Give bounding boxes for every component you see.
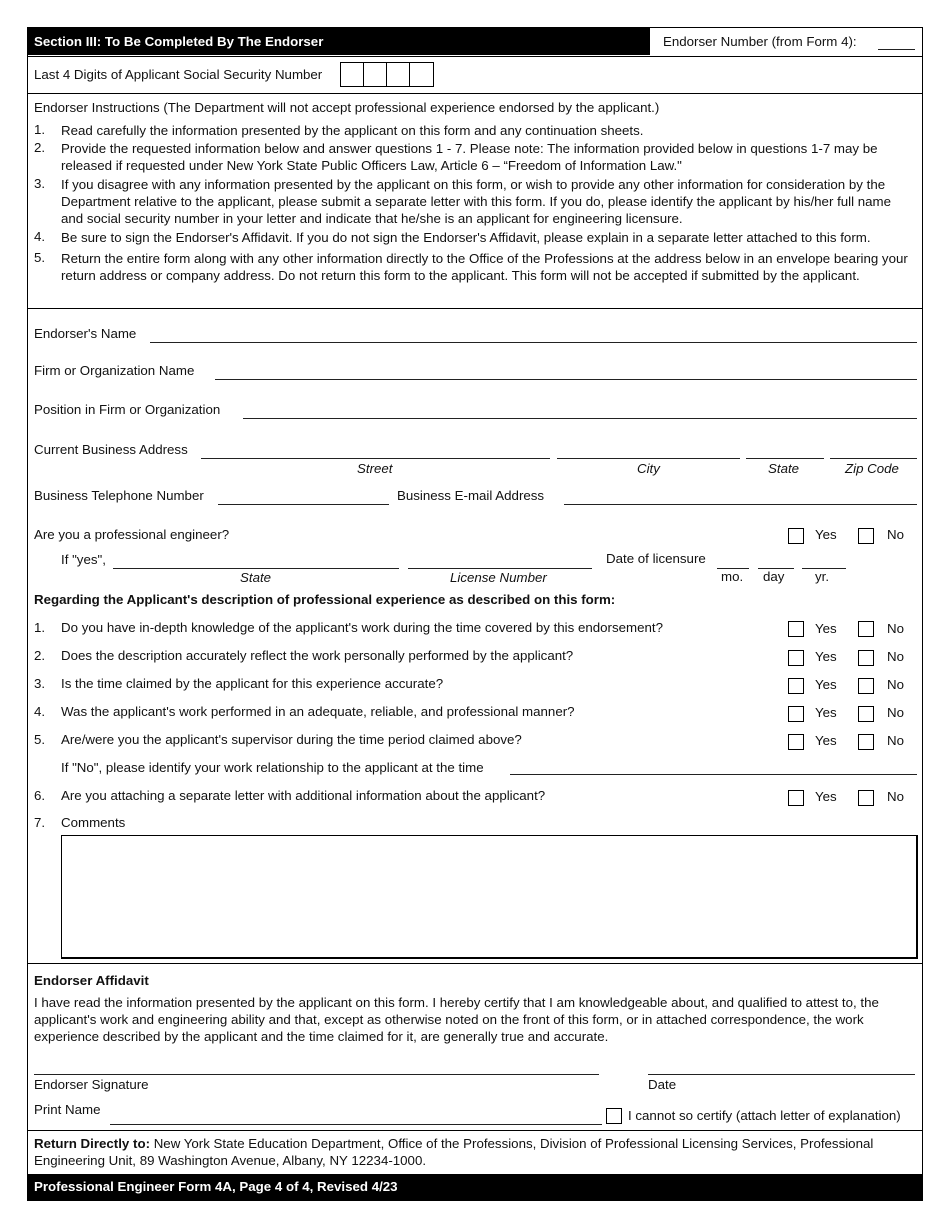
zip-field[interactable] — [830, 458, 917, 459]
street-field[interactable] — [201, 458, 550, 459]
year-caption: yr. — [815, 569, 830, 584]
question-number: 7. — [34, 815, 46, 830]
endorser-name-label: Endorser's Name — [34, 326, 137, 341]
zip-caption: Zip Code — [845, 461, 899, 476]
date-of-licensure-label: Date of licensure — [606, 551, 706, 566]
ssn-label: Last 4 Digits of Applicant Social Security Number — [34, 67, 323, 82]
date-field[interactable] — [648, 1074, 915, 1075]
question-number: 5. — [34, 732, 46, 747]
phone-label: Business Telephone Number — [34, 488, 204, 503]
q4-yes-checkbox[interactable] — [788, 706, 804, 722]
question-number: 1. — [34, 620, 46, 635]
yes-label: Yes — [815, 677, 837, 692]
position-field[interactable] — [243, 418, 917, 419]
position-label: Position in Firm or Organization — [34, 402, 221, 417]
if-yes-label: If "yes", — [61, 552, 106, 567]
print-name-field[interactable] — [110, 1124, 602, 1125]
cannot-certify-checkbox[interactable] — [606, 1108, 622, 1124]
date-label: Date — [648, 1077, 677, 1092]
print-name-label: Print Name — [34, 1102, 101, 1117]
pe-no-checkbox[interactable] — [858, 528, 874, 544]
instruction-number: 4. — [34, 229, 46, 244]
instruction-text: Be sure to sign the Endorser's Affidavit. If you do not sign the Endorser's Affidavit, please explain in a separate letter attached to this form. — [61, 230, 871, 245]
q2-no-checkbox[interactable] — [858, 650, 874, 666]
question-number: 6. — [34, 788, 46, 803]
endorser-number-field[interactable] — [878, 49, 915, 50]
comments-box[interactable] — [61, 835, 918, 959]
license-state-caption: State — [240, 570, 272, 585]
work-relationship-field[interactable] — [510, 774, 917, 775]
instruction-text: Return the entire form along with any other information directly to the Office of the Professions at the address below in an envelope bearing your return address or company address. Do not return this form to the applicant. This form will not be accepted if submitted by the applicant. — [61, 251, 908, 283]
yes-label: Yes — [815, 621, 837, 636]
divider — [27, 963, 922, 964]
instruction-text: Read carefully the information presented by the applicant on this form and any continuation sheets. — [61, 123, 644, 138]
phone-field[interactable] — [218, 504, 389, 505]
question-number: 3. — [34, 676, 46, 691]
pe-question: Are you a professional engineer? — [34, 527, 230, 542]
instruction-number: 1. — [34, 122, 46, 137]
no-label: No — [887, 621, 904, 636]
state-field[interactable] — [746, 458, 824, 459]
state-caption: State — [768, 461, 800, 476]
instruction-number: 3. — [34, 176, 46, 191]
license-number-field[interactable] — [408, 568, 592, 569]
firm-name-label: Firm or Organization Name — [34, 363, 195, 378]
q6-no-checkbox[interactable] — [858, 790, 874, 806]
affidavit-title: Endorser Affidavit — [34, 973, 149, 988]
ssn-box-divider — [363, 63, 364, 86]
yes-label: Yes — [815, 705, 837, 720]
divider — [27, 1130, 922, 1131]
question-number: 2. — [34, 648, 46, 663]
divider — [27, 308, 922, 309]
q5-no-checkbox[interactable] — [858, 734, 874, 750]
license-state-field[interactable] — [113, 568, 399, 569]
affidavit-text: I have read the information presented by the applicant on this form. I hereby certify that I am knowledgeable about, and qualified to attest to, the applicant's work and engineering ability and that, except as otherwise noted on the front of this form, or in attached correspondence, the work experience described by the applicant and the time claimed for it, are generally true and accurate. — [34, 995, 879, 1044]
endorser-number-label: Endorser Number (from Form 4): — [663, 34, 857, 49]
divider — [27, 56, 922, 57]
street-caption: Street — [357, 461, 393, 476]
ssn-digit-boxes[interactable] — [340, 62, 434, 87]
question-text: Are/were you the applicant's supervisor during the time period claimed above? — [61, 732, 522, 747]
questions-heading: Regarding the Applicant's description of professional experience as described on this form: — [34, 592, 616, 607]
section-header — [28, 28, 650, 55]
yes-label: Yes — [815, 733, 837, 748]
email-field[interactable] — [564, 504, 917, 505]
footer-text: Professional Engineer Form 4A, Page 4 of 4, Revised 4/23 — [34, 1179, 398, 1194]
q3-no-checkbox[interactable] — [858, 678, 874, 694]
comments-label: Comments — [61, 815, 126, 830]
firm-name-field[interactable] — [215, 379, 917, 380]
q2-yes-checkbox[interactable] — [788, 650, 804, 666]
yes-label: Yes — [815, 649, 837, 664]
q1-no-checkbox[interactable] — [858, 621, 874, 637]
question-text: Does the description accurately reflect the work personally performed by the applicant? — [61, 648, 574, 663]
pe-yes-checkbox[interactable] — [788, 528, 804, 544]
city-field[interactable] — [557, 458, 740, 459]
q1-yes-checkbox[interactable] — [788, 621, 804, 637]
month-caption: mo. — [721, 569, 744, 584]
form-left-border — [27, 27, 28, 1201]
question-text: Are you attaching a separate letter with additional information about the applicant? — [61, 788, 546, 803]
q6-yes-checkbox[interactable] — [788, 790, 804, 806]
question-text: Is the time claimed by the applicant for this experience accurate? — [61, 676, 444, 691]
q5-followup-label: If "No", please identify your work relationship to the applicant at the time — [61, 760, 484, 775]
signature-label: Endorser Signature — [34, 1077, 149, 1092]
address-label: Current Business Address — [34, 442, 188, 457]
no-label: No — [887, 705, 904, 720]
instructions-title: Endorser Instructions (The Department will not accept professional experience endorsed by the applicant.) — [34, 100, 660, 115]
ssn-box-divider — [386, 63, 387, 86]
instruction-number: 5. — [34, 250, 46, 265]
yes-label: Yes — [815, 527, 837, 542]
day-caption: day — [763, 569, 785, 584]
q4-no-checkbox[interactable] — [858, 706, 874, 722]
no-label: No — [887, 677, 904, 692]
question-text: Was the applicant's work performed in an adequate, reliable, and professional manner? — [61, 704, 575, 719]
city-caption: City — [637, 461, 660, 476]
instruction-text: Provide the requested information below and answer questions 1 - 7. Please note: The information provided below in questions 1-7 may be released if requested under New York State Public Officers Law, Article 6 – “Freedom of Information Law." — [61, 141, 878, 173]
question-number: 4. — [34, 704, 46, 719]
cannot-certify-label: I cannot so certify (attach letter of explanation) — [628, 1108, 901, 1123]
q3-yes-checkbox[interactable] — [788, 678, 804, 694]
no-label: No — [887, 733, 904, 748]
question-text: Do you have in-depth knowledge of the applicant's work during the time covered by this endorsement? — [61, 620, 663, 635]
endorser-name-field[interactable] — [150, 342, 917, 343]
ssn-box-divider — [409, 63, 410, 86]
instruction-text: If you disagree with any information presented by the applicant on this form, or wish to provide any other information for consideration by the Department relative to the applicant, please submit a separate letter with this form. If you do, please identify the applicant by his/her full name and social security number in your letter and indicate that he/she is an applicant for engineering licensure. — [61, 177, 892, 226]
section-title: Section III: To Be Completed By The Endorser — [34, 34, 324, 49]
return-label: Return Directly to: — [34, 1136, 150, 1151]
yes-label: Yes — [815, 789, 837, 804]
signature-field[interactable] — [34, 1074, 599, 1075]
divider — [27, 93, 922, 94]
license-number-caption: License Number — [450, 570, 547, 585]
no-label: No — [887, 527, 904, 542]
return-address — [34, 1135, 920, 1169]
no-label: No — [887, 789, 904, 804]
instruction-number: 2. — [34, 140, 46, 155]
footer-bar — [28, 1174, 923, 1201]
q5-yes-checkbox[interactable] — [788, 734, 804, 750]
form-right-border — [922, 27, 923, 1201]
email-label: Business E-mail Address — [397, 488, 545, 503]
return-address-text: New York State Education Department, Office of the Professions, Division of Professional Licensing Services, Professional Engineering Unit, 89 Washington Avenue, Albany, NY 12234-1000. — [34, 1136, 874, 1168]
no-label: No — [887, 649, 904, 664]
